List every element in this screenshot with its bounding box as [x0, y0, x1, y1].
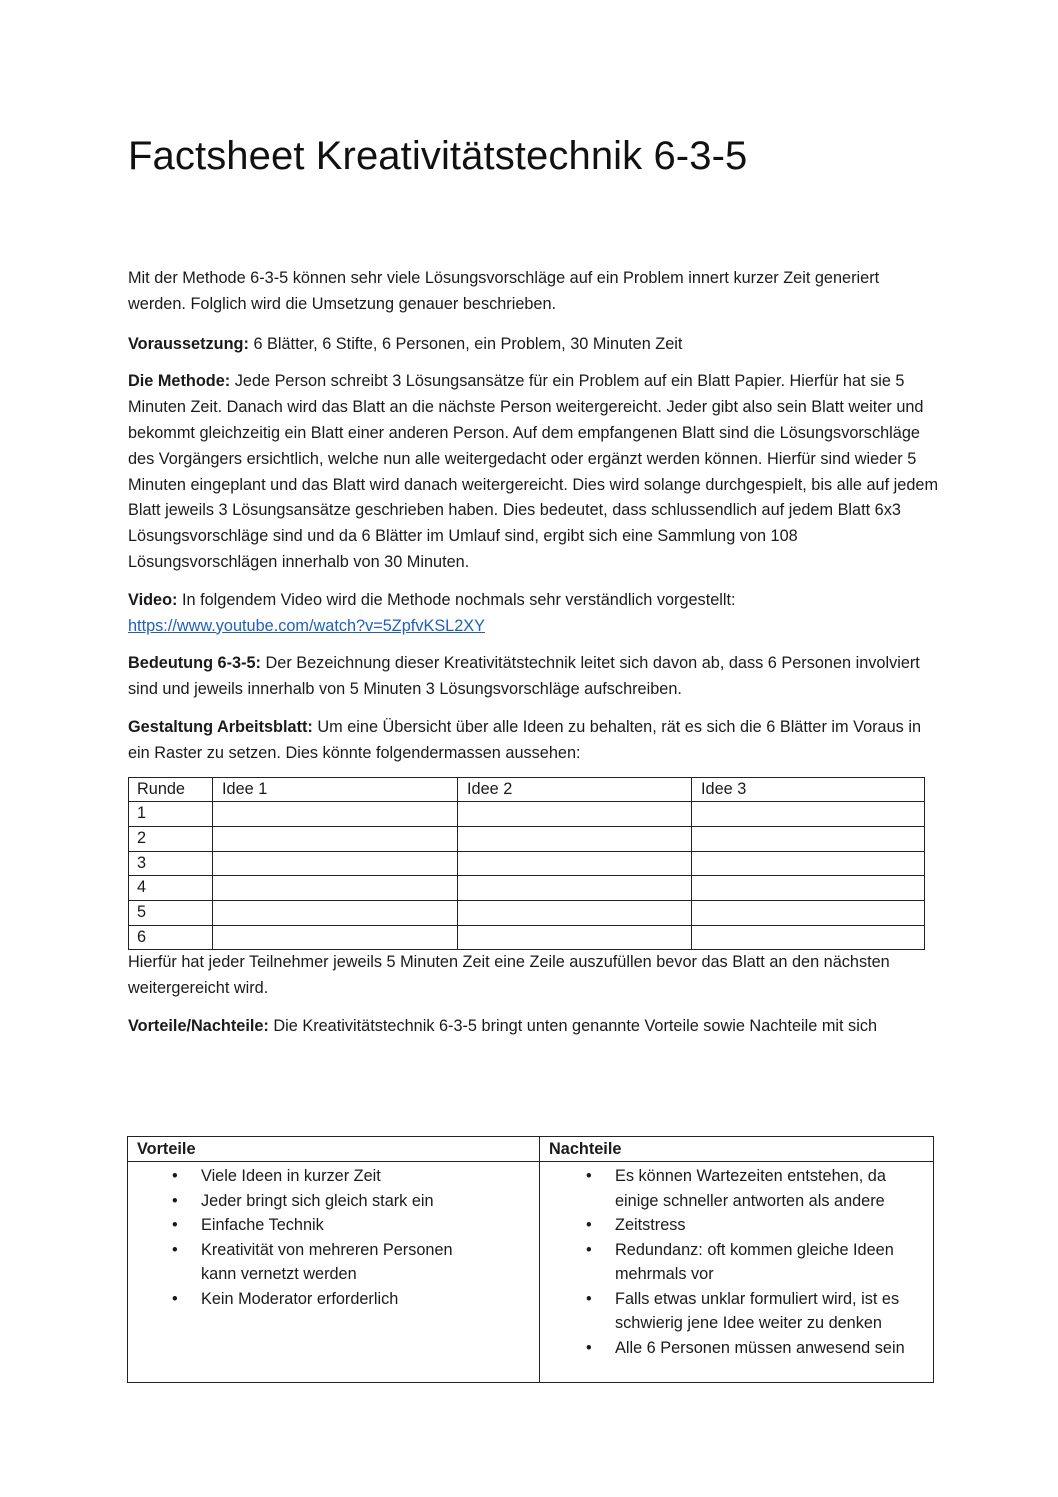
grid-cell [692, 851, 925, 876]
grid-round-cell: 5 [129, 900, 213, 925]
list-item-text: Es können Wartezeiten entstehen, da einige schneller antworten als andere [615, 1167, 886, 1210]
grid-round-cell: 4 [129, 876, 213, 901]
list-item [540, 1164, 925, 1213]
after-grid-paragraph: Hierfür hat jeder Teilnehmer jeweils 5 Minuten Zeit eine Zeile auszufüllen bevor das Blatt an den nächsten weitergereicht wird. [128, 953, 890, 998]
vorteile-column [128, 1162, 540, 1383]
grid-cell [458, 900, 692, 925]
methode-text: Jede Person schreibt 3 Lösungsansätze für ein Problem auf ein Blatt Papier. Hierfür hat sie 5 Minuten Zeit. Danach wird das Blatt an die nächste Person weitergereicht. Jeder gibt also sein Blatt weiter und bekommt gleichzeitig ein Blatt einer anderen Person. Auf dem empfangenen Blatt sind die Lösungsvorschläge des Vorgängers ersichtlich, welche nun alle weitergedacht oder ergänzt werden können. Hierfür sind wieder 5 Minuten eingeplant und das Blatt wird danach weitergereicht. Dies wird solange durchgespielt, bis alle auf jedem Blatt jeweils 3 Lösungsansätze geschrieben haben. Dies bedeutet, dass schlussendlich auf jedem Blatt 6x3 Lösungsvorschläge sind und da 6 Blätter im Umlauf sind, ergibt sich eine Sammlung von 108 Lösungsvorschlägen innerhalb von 30 Minuten. [128, 372, 939, 571]
grid-header-row [129, 777, 925, 802]
list-item-text: Kreativität von mehreren Personen kann vernetzt werden [201, 1240, 453, 1283]
grid-cell [458, 876, 692, 901]
grid-cell [458, 802, 692, 827]
video-text: In folgendem Video wird die Methode nochmals sehr verständlich vorgestellt: [177, 590, 736, 609]
grid-cell [692, 876, 925, 901]
video-paragraph [128, 588, 938, 640]
vorteile-nachteile-paragraph [128, 1014, 938, 1040]
gestaltung-label: Gestaltung Arbeitsblatt: [128, 717, 313, 736]
page-title: Factsheet Kreativitätstechnik 6-3-5 [128, 134, 748, 178]
vorteile-list [128, 1164, 531, 1311]
list-item [540, 1213, 925, 1238]
pros-cons-body-row [128, 1162, 934, 1383]
list-item [540, 1287, 925, 1336]
bullet-icon: • [586, 1167, 592, 1185]
list-item-text: Einfache Technik [201, 1216, 324, 1234]
list-item [128, 1164, 531, 1189]
grid-round-cell: 3 [129, 851, 213, 876]
grid-round-cell: 1 [129, 802, 213, 827]
grid-cell [458, 851, 692, 876]
list-item [128, 1189, 531, 1214]
bullet-icon: • [586, 1338, 592, 1357]
nachteile-column [540, 1162, 934, 1383]
grid-cell [213, 925, 458, 950]
vorteile-header: Vorteile [128, 1137, 540, 1162]
vorteile-nachteile-label: Vorteile/Nachteile: [128, 1016, 269, 1035]
grid-header-cell: Idee 3 [692, 777, 925, 802]
list-item-text: Alle 6 Personen müssen anwesend sein [615, 1338, 905, 1357]
voraussetzung-paragraph [128, 332, 938, 358]
bedeutung-label: Bedeutung 6-3-5: [128, 654, 261, 673]
grid-cell [458, 925, 692, 950]
worksheet-grid [128, 777, 925, 951]
video-label: Video: [128, 590, 178, 609]
methode-label: Die Methode: [128, 372, 231, 391]
list-item [128, 1287, 531, 1312]
grid-cell [692, 826, 925, 851]
list-item [128, 1238, 531, 1287]
bullet-icon: • [172, 1289, 178, 1308]
list-item-text: Jeder bringt sich gleich stark ein [201, 1191, 434, 1210]
video-link[interactable]: https://www.youtube.com/watch?v=5ZpfvKSL2XY [128, 616, 486, 635]
list-item-text: Zeitstress [615, 1216, 686, 1234]
grid-row [129, 802, 925, 827]
intro-paragraph: Mit der Methode 6-3-5 können sehr viele Lösungsvorschläge auf ein Problem innert kurzer Zeit generiert werden. Folglich wird die Umsetzung genauer beschrieben. [128, 269, 880, 313]
list-item-text: Falls etwas unklar formuliert wird, ist es schwierig jene Idee weiter zu denken [615, 1289, 900, 1332]
bullet-icon: • [172, 1240, 178, 1259]
grid-row [129, 925, 925, 950]
grid-cell [692, 900, 925, 925]
bullet-icon: • [172, 1216, 178, 1234]
bullet-icon: • [586, 1216, 592, 1234]
pros-cons-header-row [128, 1137, 934, 1162]
pros-cons-table [127, 1136, 934, 1383]
grid-round-cell: 6 [129, 925, 213, 950]
grid-row [129, 851, 925, 876]
grid-cell [213, 826, 458, 851]
nachteile-header: Nachteile [540, 1137, 934, 1162]
voraussetzung-label: Voraussetzung: [128, 334, 249, 353]
grid-row [129, 826, 925, 851]
list-item [540, 1238, 925, 1287]
grid-header-cell: Idee 1 [213, 777, 458, 802]
bullet-icon: • [172, 1167, 178, 1185]
grid-cell [213, 851, 458, 876]
bedeutung-text: Der Bezeichnung dieser Kreativitätstechnik leitet sich davon ab, dass 6 Personen involviert sind und jeweils innerhalb von 5 Minuten 3 Lösungsvorschläge aufschreiben. [128, 654, 920, 699]
list-item-text: Viele Ideen in kurzer Zeit [201, 1167, 381, 1185]
document-body [128, 266, 938, 1052]
grid-row [129, 876, 925, 901]
grid-cell [458, 826, 692, 851]
grid-header-cell: Idee 2 [458, 777, 692, 802]
list-item-text: Kein Moderator erforderlich [201, 1289, 399, 1308]
vorteile-nachteile-text: Die Kreativitätstechnik 6-3-5 bringt unten genannte Vorteile sowie Nachteile mit sich [268, 1016, 878, 1035]
grid-cell [692, 802, 925, 827]
grid-cell [213, 900, 458, 925]
list-item [540, 1336, 925, 1361]
list-item [128, 1213, 531, 1238]
grid-row [129, 900, 925, 925]
nachteile-list [540, 1164, 925, 1360]
grid-cell [213, 876, 458, 901]
grid-cell [213, 802, 458, 827]
bullet-icon: • [172, 1191, 178, 1210]
grid-header-cell: Runde [129, 777, 213, 802]
methode-paragraph [128, 369, 938, 575]
voraussetzung-text: 6 Blätter, 6 Stifte, 6 Personen, ein Problem, 30 Minuten Zeit [248, 334, 683, 353]
bullet-icon: • [586, 1289, 592, 1308]
list-item-text: Redundanz: oft kommen gleiche Ideen mehrmals vor [615, 1240, 894, 1283]
bullet-icon: • [586, 1240, 592, 1259]
grid-cell [692, 925, 925, 950]
grid-round-cell: 2 [129, 826, 213, 851]
gestaltung-paragraph [128, 715, 938, 767]
bedeutung-paragraph [128, 651, 938, 703]
gestaltung-text: Um eine Übersicht über alle Ideen zu behalten, rät es sich die 6 Blätter im Voraus in ein Raster zu setzen. Dies könnte folgendermassen aussehen: [128, 717, 921, 762]
